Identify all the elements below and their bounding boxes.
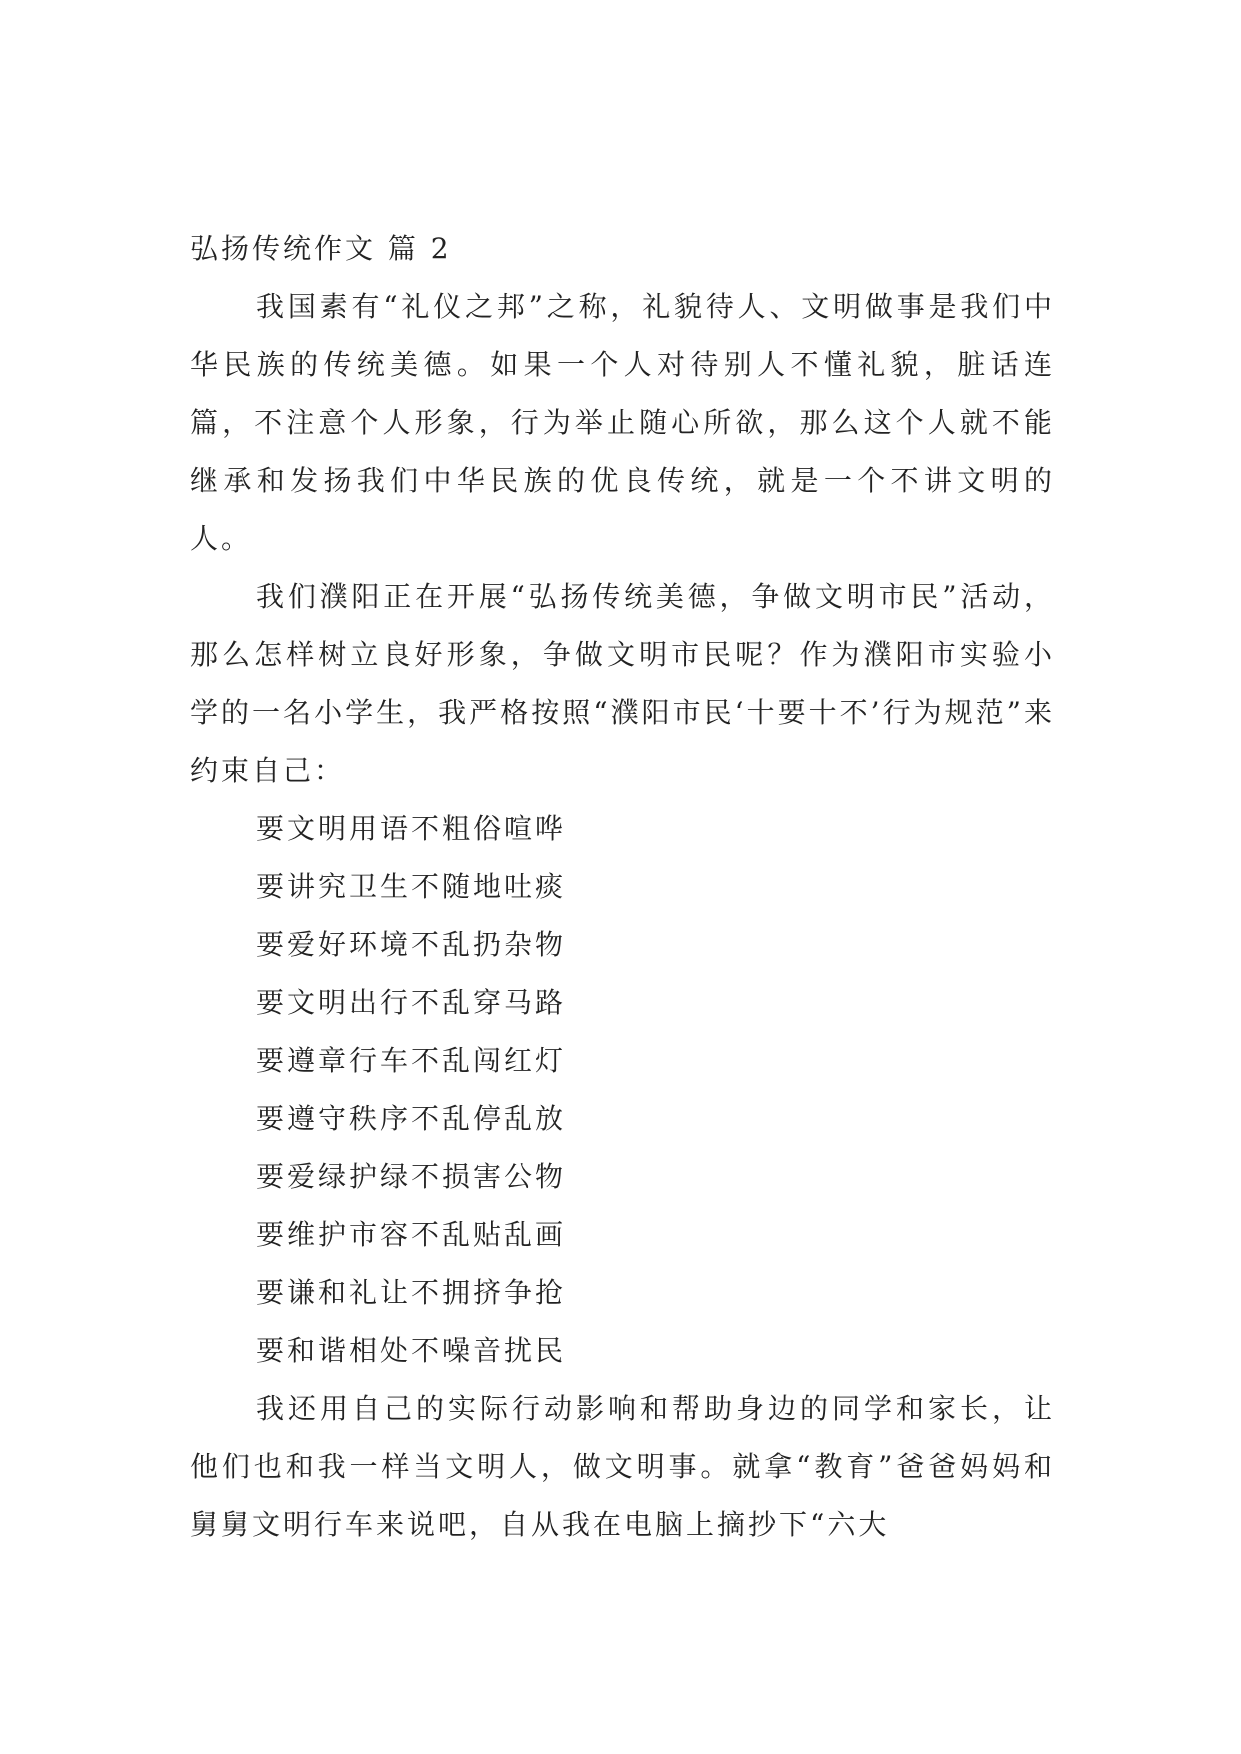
- conduct-rule-item: 要维护市容不乱贴乱画: [256, 1218, 567, 1251]
- paragraph-intro: 我国素有“礼仪之邦”之称，礼貌待人、文明做事是我们中华民族的传统美德。如果一个人对待别人不懂礼貌，脏话连篇，不注意个人形象，行为举止随心所欲，那么这个人就不能继承和发扬我们中华民族的优良传统，就是一个不讲文明的人。: [190, 290, 1055, 555]
- conduct-rules-list: [190, 800, 1055, 1380]
- conduct-rule-item: 要遵守秩序不乱停乱放: [256, 1102, 567, 1135]
- conduct-rule-item: 要爱绿护绿不损害公物: [256, 1160, 567, 1193]
- conduct-rule-item: 要和谐相处不噪音扰民: [256, 1334, 567, 1367]
- conduct-rule-item: 要讲究卫生不随地吐痰: [256, 870, 567, 903]
- conduct-rule-item: 要文明出行不乱穿马路: [256, 986, 567, 1019]
- document-page: [190, 220, 1055, 1554]
- paragraph-activity: 我们濮阳正在开展“弘扬传统美德，争做文明市民”活动，那么怎样树立良好形象，争做文明市民呢？作为濮阳市实验小学的一名小学生，我严格按照“濮阳市民‘十要十不’行为规范”来约束自己：: [190, 580, 1055, 787]
- essay-title: 弘扬传统作文 篇 2: [190, 232, 452, 265]
- paragraph-closing: 我还用自己的实际行动影响和帮助身边的同学和家长，让他们也和我一样当文明人，做文明事。就拿“教育”爸爸妈妈和舅舅文明行车来说吧，自从我在电脑上摘抄下“六大: [190, 1392, 1055, 1541]
- conduct-rule-item: 要爱好环境不乱扔杂物: [256, 928, 567, 961]
- conduct-rule-item: 要谦和礼让不拥挤争抢: [256, 1276, 567, 1309]
- conduct-rule-item: 要文明用语不粗俗喧哗: [256, 812, 567, 845]
- conduct-rule-item: 要遵章行车不乱闯红灯: [256, 1044, 567, 1077]
